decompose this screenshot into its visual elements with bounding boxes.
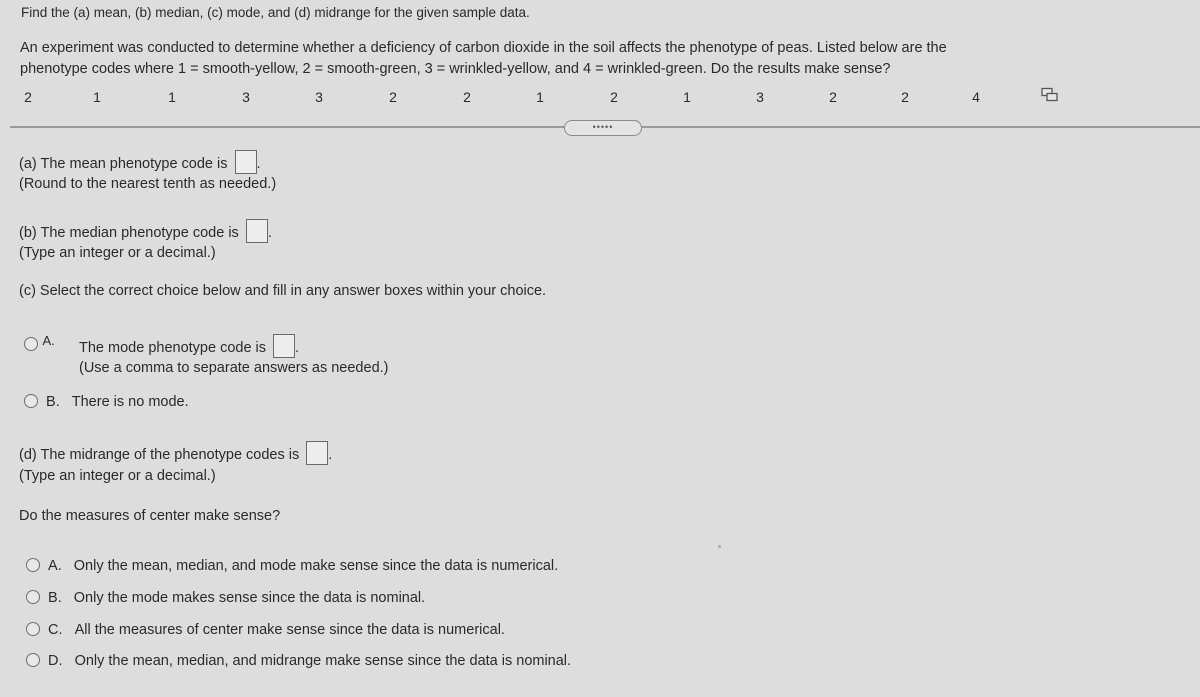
part-a-hint: (Round to the nearest tenth as needed.) xyxy=(19,176,277,192)
data-value: 2 xyxy=(463,89,471,105)
option-letter: A. xyxy=(42,333,55,348)
choice-letter: B. xyxy=(48,590,62,606)
choice-c[interactable] xyxy=(26,622,505,638)
period: . xyxy=(256,156,261,172)
choice-letter: A. xyxy=(48,558,62,574)
mode-option-a xyxy=(79,334,299,358)
period: . xyxy=(267,225,272,241)
part-c-instruction: (c) Select the correct choice below and fill in any answer boxes within your choice. xyxy=(19,283,547,299)
part-b-question xyxy=(19,219,272,243)
part-a-question xyxy=(19,150,261,174)
radio-button[interactable] xyxy=(26,653,40,667)
cursor-dot xyxy=(718,545,721,548)
data-value: 2 xyxy=(24,89,32,105)
period: . xyxy=(295,340,300,356)
data-value: 1 xyxy=(168,89,176,105)
data-value: 2 xyxy=(901,89,909,105)
problem-line-1: An experiment was conducted to determine whether a deficiency of carbon dioxide in the soil affects the phenotype of peas. Listed below are the xyxy=(20,40,947,56)
choice-b[interactable] xyxy=(26,590,425,606)
data-value: 2 xyxy=(610,89,618,105)
mean-answer-box[interactable] xyxy=(235,150,257,174)
radio-button[interactable] xyxy=(24,337,38,351)
radio-button[interactable] xyxy=(26,622,40,636)
part-b-hint: (Type an integer or a decimal.) xyxy=(19,245,216,261)
data-value: 1 xyxy=(536,89,544,105)
data-value: 3 xyxy=(315,89,323,105)
choice-letter: C. xyxy=(48,622,63,638)
median-answer-box[interactable] xyxy=(246,219,268,243)
part-a-text: (a) The mean phenotype code is xyxy=(19,156,228,172)
data-value: 1 xyxy=(683,89,691,105)
data-value: 1 xyxy=(93,89,101,105)
choice-d[interactable] xyxy=(26,653,571,669)
radio-button[interactable] xyxy=(26,558,40,572)
copy-data-icon[interactable] xyxy=(1040,87,1060,103)
mode-option-a-radio[interactable] xyxy=(24,333,55,354)
mode-option-b[interactable] xyxy=(24,394,189,410)
mode-answer-box[interactable] xyxy=(273,334,295,358)
problem-line-2: phenotype codes where 1 = smooth-yellow, 2 = smooth-green, 3 = wrinkled-yellow, and 4 = wrinkled-green. Do the results make sense? xyxy=(20,61,891,77)
choice-letter: D. xyxy=(48,653,63,669)
option-letter: B. xyxy=(46,394,60,410)
expand-more-button[interactable]: ••••• xyxy=(564,120,642,136)
mode-option-a-hint: (Use a comma to separate answers as needed.) xyxy=(79,360,389,376)
data-value: 4 xyxy=(972,89,980,105)
radio-button[interactable] xyxy=(26,590,40,604)
part-d-text: (d) The midrange of the phenotype codes is xyxy=(19,447,300,463)
midrange-answer-box[interactable] xyxy=(306,441,328,465)
choice-text: Only the mode makes sense since the data is nominal. xyxy=(73,590,426,606)
choice-text: Only the mean, median, and midrange make sense since the data is nominal. xyxy=(74,653,572,669)
instruction-text: Find the (a) mean, (b) median, (c) mode, and (d) midrange for the given sample data. xyxy=(21,5,530,20)
period: . xyxy=(328,447,333,463)
choice-text: All the measures of center make sense since the data is numerical. xyxy=(74,622,505,638)
choice-text: Only the mean, median, and mode make sense since the data is numerical. xyxy=(73,558,559,574)
data-value: 2 xyxy=(829,89,837,105)
part-b-text: (b) The median phenotype code is xyxy=(19,225,239,241)
sense-question: Do the measures of center make sense? xyxy=(19,508,281,524)
mode-option-a-text: The mode phenotype code is xyxy=(79,340,267,356)
radio-button[interactable] xyxy=(24,394,38,408)
data-value: 3 xyxy=(756,89,764,105)
choice-a[interactable] xyxy=(26,558,558,574)
mode-option-b-text: There is no mode. xyxy=(71,394,189,410)
part-d-question xyxy=(19,441,332,465)
data-value: 3 xyxy=(242,89,250,105)
part-d-hint: (Type an integer or a decimal.) xyxy=(19,468,216,484)
data-value: 2 xyxy=(389,89,397,105)
